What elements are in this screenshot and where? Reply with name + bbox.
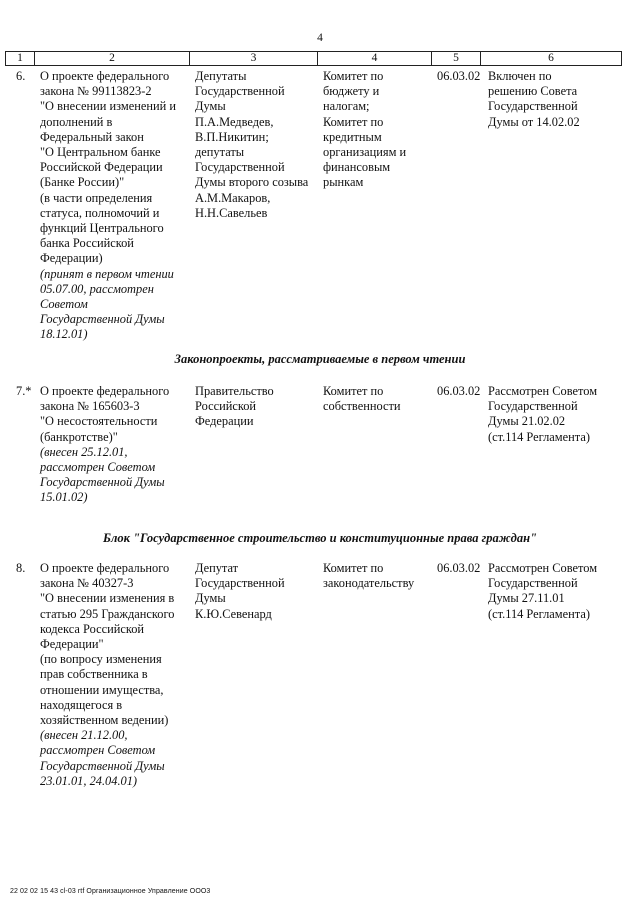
review-date: 06.03.02 — [437, 384, 481, 398]
text-line: закона № 99113823-2 — [40, 84, 152, 99]
text-line: В.П.Никитин; — [195, 129, 269, 144]
text-line: О проекте федерального — [40, 384, 170, 398]
text-line: налогам; — [323, 99, 370, 114]
text-line: Думы второго созыва — [195, 175, 309, 190]
bill-note — [40, 728, 174, 789]
text-line: Советом — [40, 297, 88, 312]
text-line: кодекса Российской — [40, 621, 145, 636]
bill-authors — [195, 384, 274, 430]
bill-note — [40, 445, 169, 506]
text-line: (по вопросу изменения — [40, 652, 162, 667]
text-line: законодательству — [323, 576, 415, 591]
text-line: Российской Федерации — [40, 160, 163, 175]
review-date: 06.03.02 — [437, 69, 481, 83]
text-line: кредитным — [323, 129, 382, 144]
bill-authors — [195, 561, 285, 622]
text-line: Рассмотрен Советом — [488, 384, 598, 398]
text-line: К.Ю.Севенард — [195, 606, 272, 621]
bill-description — [40, 69, 176, 267]
text-line: Государственной — [195, 84, 285, 99]
responsible-committee — [323, 561, 414, 591]
bill-status — [488, 561, 597, 622]
text-line: П.А.Медведев, — [195, 114, 274, 129]
document-footer: 22 02 02 15 43 cl-03 rtf Организационное Управление ООО3 — [10, 888, 211, 895]
row-number: 6. — [16, 69, 26, 83]
text-line: организациям и — [323, 145, 407, 160]
text-line: закона № 40327-3 — [40, 576, 134, 591]
section-heading: Законопроекты, рассматриваемые в первом чтении — [174, 352, 466, 366]
text-line: Депутаты — [195, 69, 247, 83]
bill-title — [40, 561, 174, 789]
text-line: 05.07.00, рассмотрен — [40, 281, 154, 296]
text-line: статуса, полномочий и — [40, 205, 160, 220]
text-line: (ст.114 Регламента) — [488, 429, 590, 444]
text-line: (Банке России)" — [40, 175, 125, 190]
text-line: "О внесении изменения в — [40, 591, 175, 606]
text-line: прав собственника в — [40, 667, 148, 682]
text-line: хозяйственном ведении) — [40, 713, 169, 728]
text-line: банка Российской — [40, 236, 134, 251]
text-line: финансовым — [323, 160, 391, 175]
column-number: 4 — [318, 52, 432, 66]
text-line: бюджету и — [323, 84, 380, 99]
text-line: Государственной — [488, 99, 578, 114]
text-line: Государственной Думы — [40, 475, 165, 490]
text-line: Комитет по — [323, 114, 384, 129]
text-line: Депутат — [195, 561, 239, 575]
text-line: находящегося в — [40, 697, 123, 712]
text-line: (внесен 25.12.01, — [40, 444, 128, 459]
text-line: О проекте федерального — [40, 561, 170, 575]
text-line: Государственной — [488, 399, 578, 414]
column-number-header — [5, 51, 622, 66]
bill-note — [40, 267, 176, 343]
text-line: Федерации) — [40, 251, 103, 266]
text-line: Федерации — [195, 414, 254, 429]
bill-description — [40, 561, 174, 728]
text-line: Комитет по — [323, 384, 384, 398]
text-line: О проекте федерального — [40, 69, 170, 83]
text-line: Федерации" — [40, 637, 104, 652]
text-line: 23.01.01, 24.04.01) — [40, 773, 138, 788]
text-line: (внесен 21.12.00, — [40, 728, 128, 743]
text-line: Федеральный закон — [40, 129, 144, 144]
page-number: 4 — [317, 32, 323, 44]
bill-status — [488, 69, 580, 130]
text-line: Думы 27.11.01 — [488, 591, 565, 606]
text-line: Правительство — [195, 384, 274, 398]
text-line: закона № 165603-3 — [40, 399, 140, 414]
text-line: отношении имущества, — [40, 682, 164, 697]
text-line: "О Центральном банке — [40, 145, 161, 160]
text-line: Государственной Думы — [40, 312, 165, 327]
text-line: Н.Н.Савельев — [195, 205, 268, 220]
text-line: Государственной — [488, 576, 578, 591]
text-line: 18.12.01) — [40, 327, 88, 342]
text-line: (в части определения — [40, 190, 153, 205]
column-number: 6 — [481, 52, 622, 66]
responsible-committee — [323, 69, 406, 191]
column-number: 2 — [35, 52, 190, 66]
responsible-committee — [323, 384, 401, 414]
text-line: статью 295 Гражданского — [40, 606, 175, 621]
text-line: Государственной — [195, 576, 285, 591]
text-line: рынкам — [323, 175, 364, 190]
text-line: (ст.114 Регламента) — [488, 606, 590, 621]
text-line: решению Совета — [488, 84, 578, 99]
bill-title — [40, 69, 176, 343]
text-line: рассмотрен Советом — [40, 743, 156, 758]
row-number: 8. — [16, 561, 26, 575]
text-line: депутаты — [195, 145, 245, 160]
text-line: Комитет по — [323, 561, 384, 575]
text-line: "О несостоятельности — [40, 414, 158, 429]
text-line: функций Центрального — [40, 221, 164, 236]
text-line: Думы — [195, 591, 226, 606]
text-line: "О внесении изменений и — [40, 99, 176, 114]
column-number: 3 — [190, 52, 318, 66]
text-line: собственности — [323, 399, 401, 414]
text-line: Думы от 14.02.02 — [488, 114, 580, 129]
text-line: Государственной — [195, 160, 285, 175]
text-line: рассмотрен Советом — [40, 460, 156, 475]
row-number: 7.* — [16, 384, 32, 398]
text-line: дополнений в — [40, 114, 113, 129]
text-line: Российской — [195, 399, 257, 414]
text-line: (принят в первом чтении — [40, 266, 174, 281]
section-heading: Блок "Государственное строительство и конституционные права граждан" — [103, 531, 537, 545]
text-line: (банкротстве)" — [40, 429, 118, 444]
text-line: А.М.Макаров, — [195, 190, 271, 205]
bill-description — [40, 384, 169, 445]
bill-title — [40, 384, 169, 506]
text-line: Думы — [195, 99, 226, 114]
review-date: 06.03.02 — [437, 561, 481, 575]
text-line: Рассмотрен Советом — [488, 561, 598, 575]
text-line: Государственной Думы — [40, 758, 165, 773]
column-number: 5 — [432, 52, 481, 66]
bill-status — [488, 384, 597, 445]
text-line: Включен по — [488, 69, 552, 83]
bill-authors — [195, 69, 308, 221]
text-line: 15.01.02) — [40, 490, 88, 505]
column-number: 1 — [6, 52, 35, 66]
text-line: Комитет по — [323, 69, 384, 83]
text-line: Думы 21.02.02 — [488, 414, 566, 429]
